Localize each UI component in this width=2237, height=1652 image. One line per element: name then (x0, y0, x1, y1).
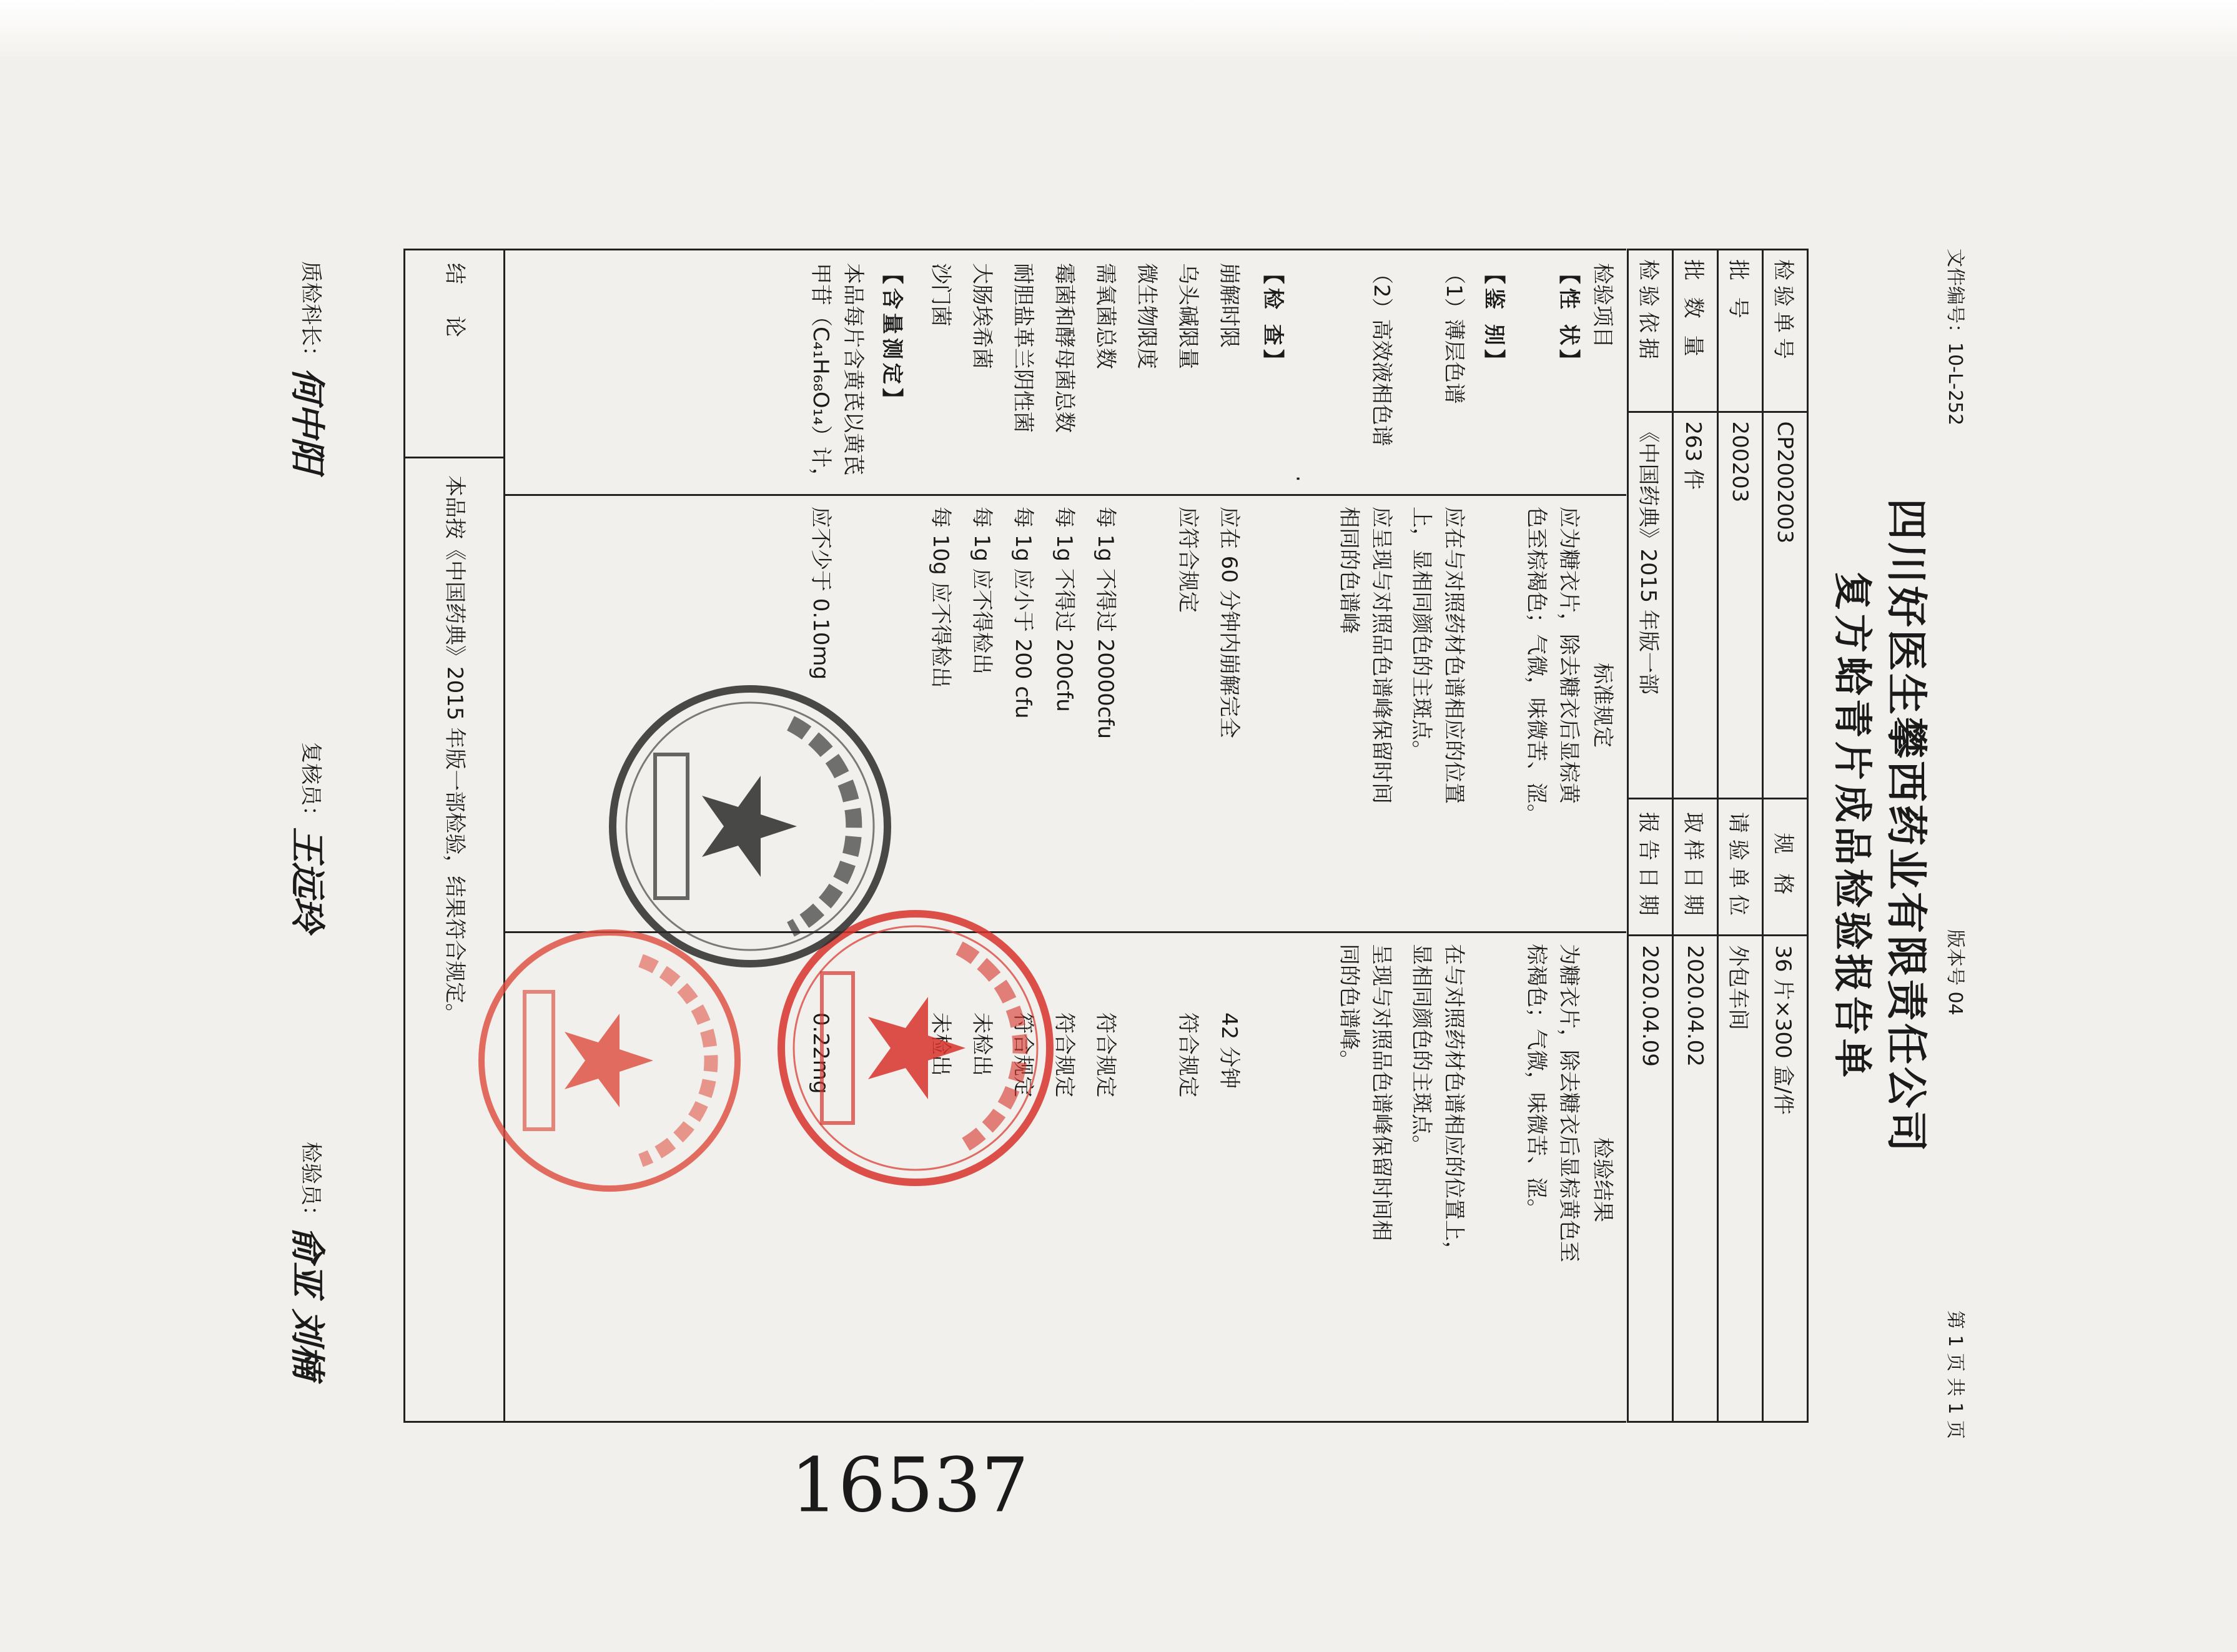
report-date-label: 报告日期 (1628, 798, 1673, 936)
tlc-result-line: 显相同颜色的主斑点。 (1409, 944, 1434, 1156)
mold-item: 霉菌和酵母菌总数 (1052, 263, 1077, 433)
aerobic-item: 需氧菌总数 (1093, 263, 1118, 369)
column-divider (505, 494, 1626, 496)
table-row (1628, 250, 1673, 1422)
handwritten-number: 16537 (790, 1442, 1029, 1530)
hplc-result-line: 呈现与对照品色谱峰保留时间相 (1369, 944, 1394, 1241)
appearance-standard-line: 应为糖衣片，除去糖衣后显棕黄 (1556, 507, 1581, 804)
signature-inspector (285, 1142, 335, 1379)
reviewer-signature: 王远玲 (287, 827, 328, 932)
table-row (1718, 250, 1763, 1422)
disintegration-item: 崩解时限 (1217, 263, 1242, 348)
conclusion-text: 本品按《中国药典》2015 年版一部检验，结果符合规定。 (442, 475, 467, 1025)
black-inspection-stamp (603, 680, 897, 973)
dot-mark: · (1285, 475, 1310, 482)
company-name: 四川好医生攀西药业有限责任公司 (1882, 498, 1930, 1154)
mold-result: 符合规定 (1052, 1012, 1077, 1097)
ecoli-standard: 每 1g 应不得检出 (969, 507, 994, 675)
hplc-standard-line: 相同的色谱峰 (1336, 507, 1361, 634)
signature-qc-head (285, 261, 335, 472)
disintegration-standard: 应在 60 分钟内崩解完全 (1217, 507, 1242, 738)
aerobic-standard: 每 1g 不得过 20000cfu (1093, 507, 1118, 739)
ecoli-result: 未检出 (969, 1012, 994, 1076)
assay-description-line: 甲苷（C₄₁H₆₈O₁₄）计， (808, 263, 833, 489)
report-no-value: CP2002003 (1763, 412, 1808, 798)
tlc-standard-line: 应在与对照药材色谱相应的位置 (1441, 507, 1466, 804)
appearance-result-line: 棕褐色；气微，味微苦、涩。 (1524, 944, 1549, 1220)
microbial-item: 微生物限度 (1134, 263, 1159, 369)
ecoli-item: 大肠埃希菌 (969, 263, 994, 369)
inspector-label: 检验员： (298, 1142, 323, 1227)
tlc-standard-line: 上，显相同颜色的主斑点。 (1409, 507, 1434, 761)
bile-tolerant-item: 耐胆盐革兰阴性菌 (1010, 263, 1035, 433)
assay-standard: 应不少于 0.10mg (808, 507, 833, 680)
request-value: 外包车间 (1718, 936, 1763, 1422)
hplc-result-line: 同的色谱峰。 (1336, 944, 1361, 1071)
column-header-standard: 标准规定 (1590, 663, 1615, 748)
hplc-item: （2）高效液相色谱 (1369, 263, 1394, 447)
qc-head-label: 质检科长： (298, 261, 323, 367)
section-appearance: 【性 状】 (1556, 263, 1581, 374)
inspection-report (241, 167, 1996, 1530)
bile-tolerant-standard: 每 1g 应小于 200 cfu (1010, 507, 1035, 719)
results-section (403, 249, 1626, 1423)
spec-value: 36 片×300 盒/件 (1763, 936, 1808, 1422)
batch-label: 批 号 (1718, 250, 1763, 412)
aconitine-standard: 应符合规定 (1175, 507, 1200, 613)
aerobic-result: 符合规定 (1093, 1012, 1118, 1097)
paper-top-shade (0, 0, 2237, 56)
file-number: 文件编号：10-L-252 (1944, 249, 1966, 426)
tlc-item: （1）薄层色谱 (1441, 263, 1466, 404)
column-divider (405, 457, 503, 458)
batch-value: 200203 (1718, 412, 1763, 798)
info-table (1627, 249, 1809, 1423)
conclusion-label: 结 论 (442, 263, 467, 350)
signature-reviewer (285, 742, 335, 932)
quantity-label: 批 数 量 (1673, 250, 1718, 412)
section-inspection: 【检 查】 (1260, 263, 1285, 374)
appearance-result-line: 为糖衣片，除去糖衣后显棕黄色至 (1556, 944, 1581, 1262)
request-label: 请验单位 (1718, 798, 1763, 936)
section-identification: 【鉴 别】 (1481, 263, 1506, 374)
conclusion-row (405, 250, 505, 1421)
tlc-result-line: 在与对照药材色谱相应的位置上， (1441, 944, 1466, 1262)
version-number: 版本号 04 (1944, 929, 1966, 1016)
salmonella-standard: 每 10g 应不得检出 (928, 507, 953, 688)
report-title: 复方蛤青片成品检验报告单 (1830, 571, 1875, 1081)
aconitine-result: 符合规定 (1175, 1012, 1200, 1097)
report-no-label: 检验单号 (1763, 250, 1808, 412)
disintegration-result: 42 分钟 (1217, 1012, 1242, 1089)
reviewer-label: 复核员： (298, 742, 323, 827)
aconitine-item: 乌头碱限量 (1175, 263, 1200, 369)
page-number: 第 1 页 共 1 页 (1944, 1310, 1966, 1439)
section-assay: 【含量测定】 (879, 263, 904, 413)
bile-tolerant-result: 符合规定 (1010, 1012, 1035, 1097)
table-row (1763, 250, 1808, 1422)
qc-head-signature: 何中阳 (287, 367, 328, 472)
inspector-signature: 俞亚 刘楠 (287, 1227, 328, 1379)
quantity-value: 263 件 (1673, 412, 1718, 798)
spec-label: 规 格 (1763, 798, 1808, 936)
sample-date-label: 取样日期 (1673, 798, 1718, 936)
assay-result: 0.22mg (808, 1012, 833, 1094)
hplc-standard-line: 应呈现与对照品色谱峰保留时间 (1369, 507, 1394, 804)
appearance-standard-line: 色至棕褐色；气微，味微苦、涩。 (1524, 507, 1549, 825)
column-header-result: 检验结果 (1590, 1137, 1615, 1222)
basis-label: 检验依据 (1628, 250, 1673, 412)
assay-description-line: 本品每片含黄芪以黄芪 (841, 263, 866, 475)
salmonella-item: 沙门菌 (928, 263, 953, 327)
mold-standard: 每 1g 不得过 200cfu (1052, 507, 1077, 712)
table-row (1673, 250, 1718, 1422)
column-header-item: 检验项目 (1590, 263, 1615, 348)
sample-date-value: 2020.04.02 (1673, 936, 1718, 1422)
report-date-value: 2020.04.09 (1628, 936, 1673, 1422)
basis-value: 《中国药典》2015 年版一部 (1628, 412, 1673, 798)
